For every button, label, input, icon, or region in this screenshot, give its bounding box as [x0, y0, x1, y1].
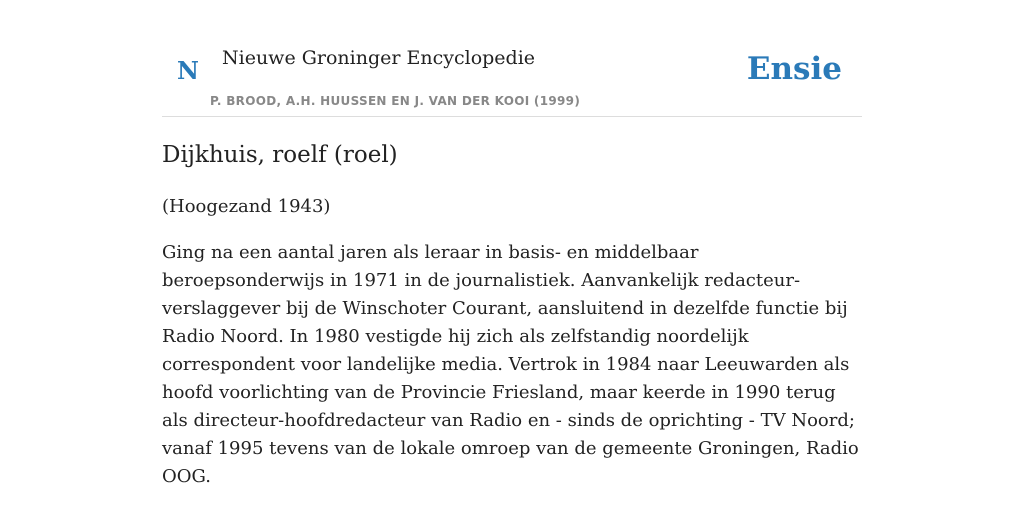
encyclopedia-title[interactable]: Nieuwe Groninger Encyclopedie [222, 47, 536, 69]
entry-origin: (Hoogezand 1943) [162, 196, 331, 217]
encyclopedia-authors: P. BROOD, A.H. HUUSSEN EN J. VAN DER KOOI (1999) [210, 94, 581, 108]
page [162, 0, 862, 512]
header [162, 0, 862, 117]
ensie-brand-logo[interactable]: Ensie [746, 51, 842, 87]
entry-title: Dijkhuis, roelf (roel) [162, 142, 398, 168]
encyclopedia-logo[interactable]: N [177, 56, 199, 85]
entry-body: Ging na een aantal jaren als leraar in basis- en middelbaar beroepsonderwijs in 1971 in de journalistiek. Aanvankelijk redacteur-verslaggever bij de Winschoter Courant, aansluitend in dezelfde functie bij Radio Noord. In 1980 vestigde hij zich als zelfstandig noordelijk correspondent voor landelijke media. Vertrok in 1984 naar Leeuwarden als hoofd voorlichting van de Provincie Friesland, maar keerde in 1990 terug als directeur-hoofdredacteur van Radio en - sinds de oprichting - TV Noord; vanaf 1995 tevens van de lokale omroep van de gemeente Groningen, Radio OOG. [162, 242, 859, 487]
